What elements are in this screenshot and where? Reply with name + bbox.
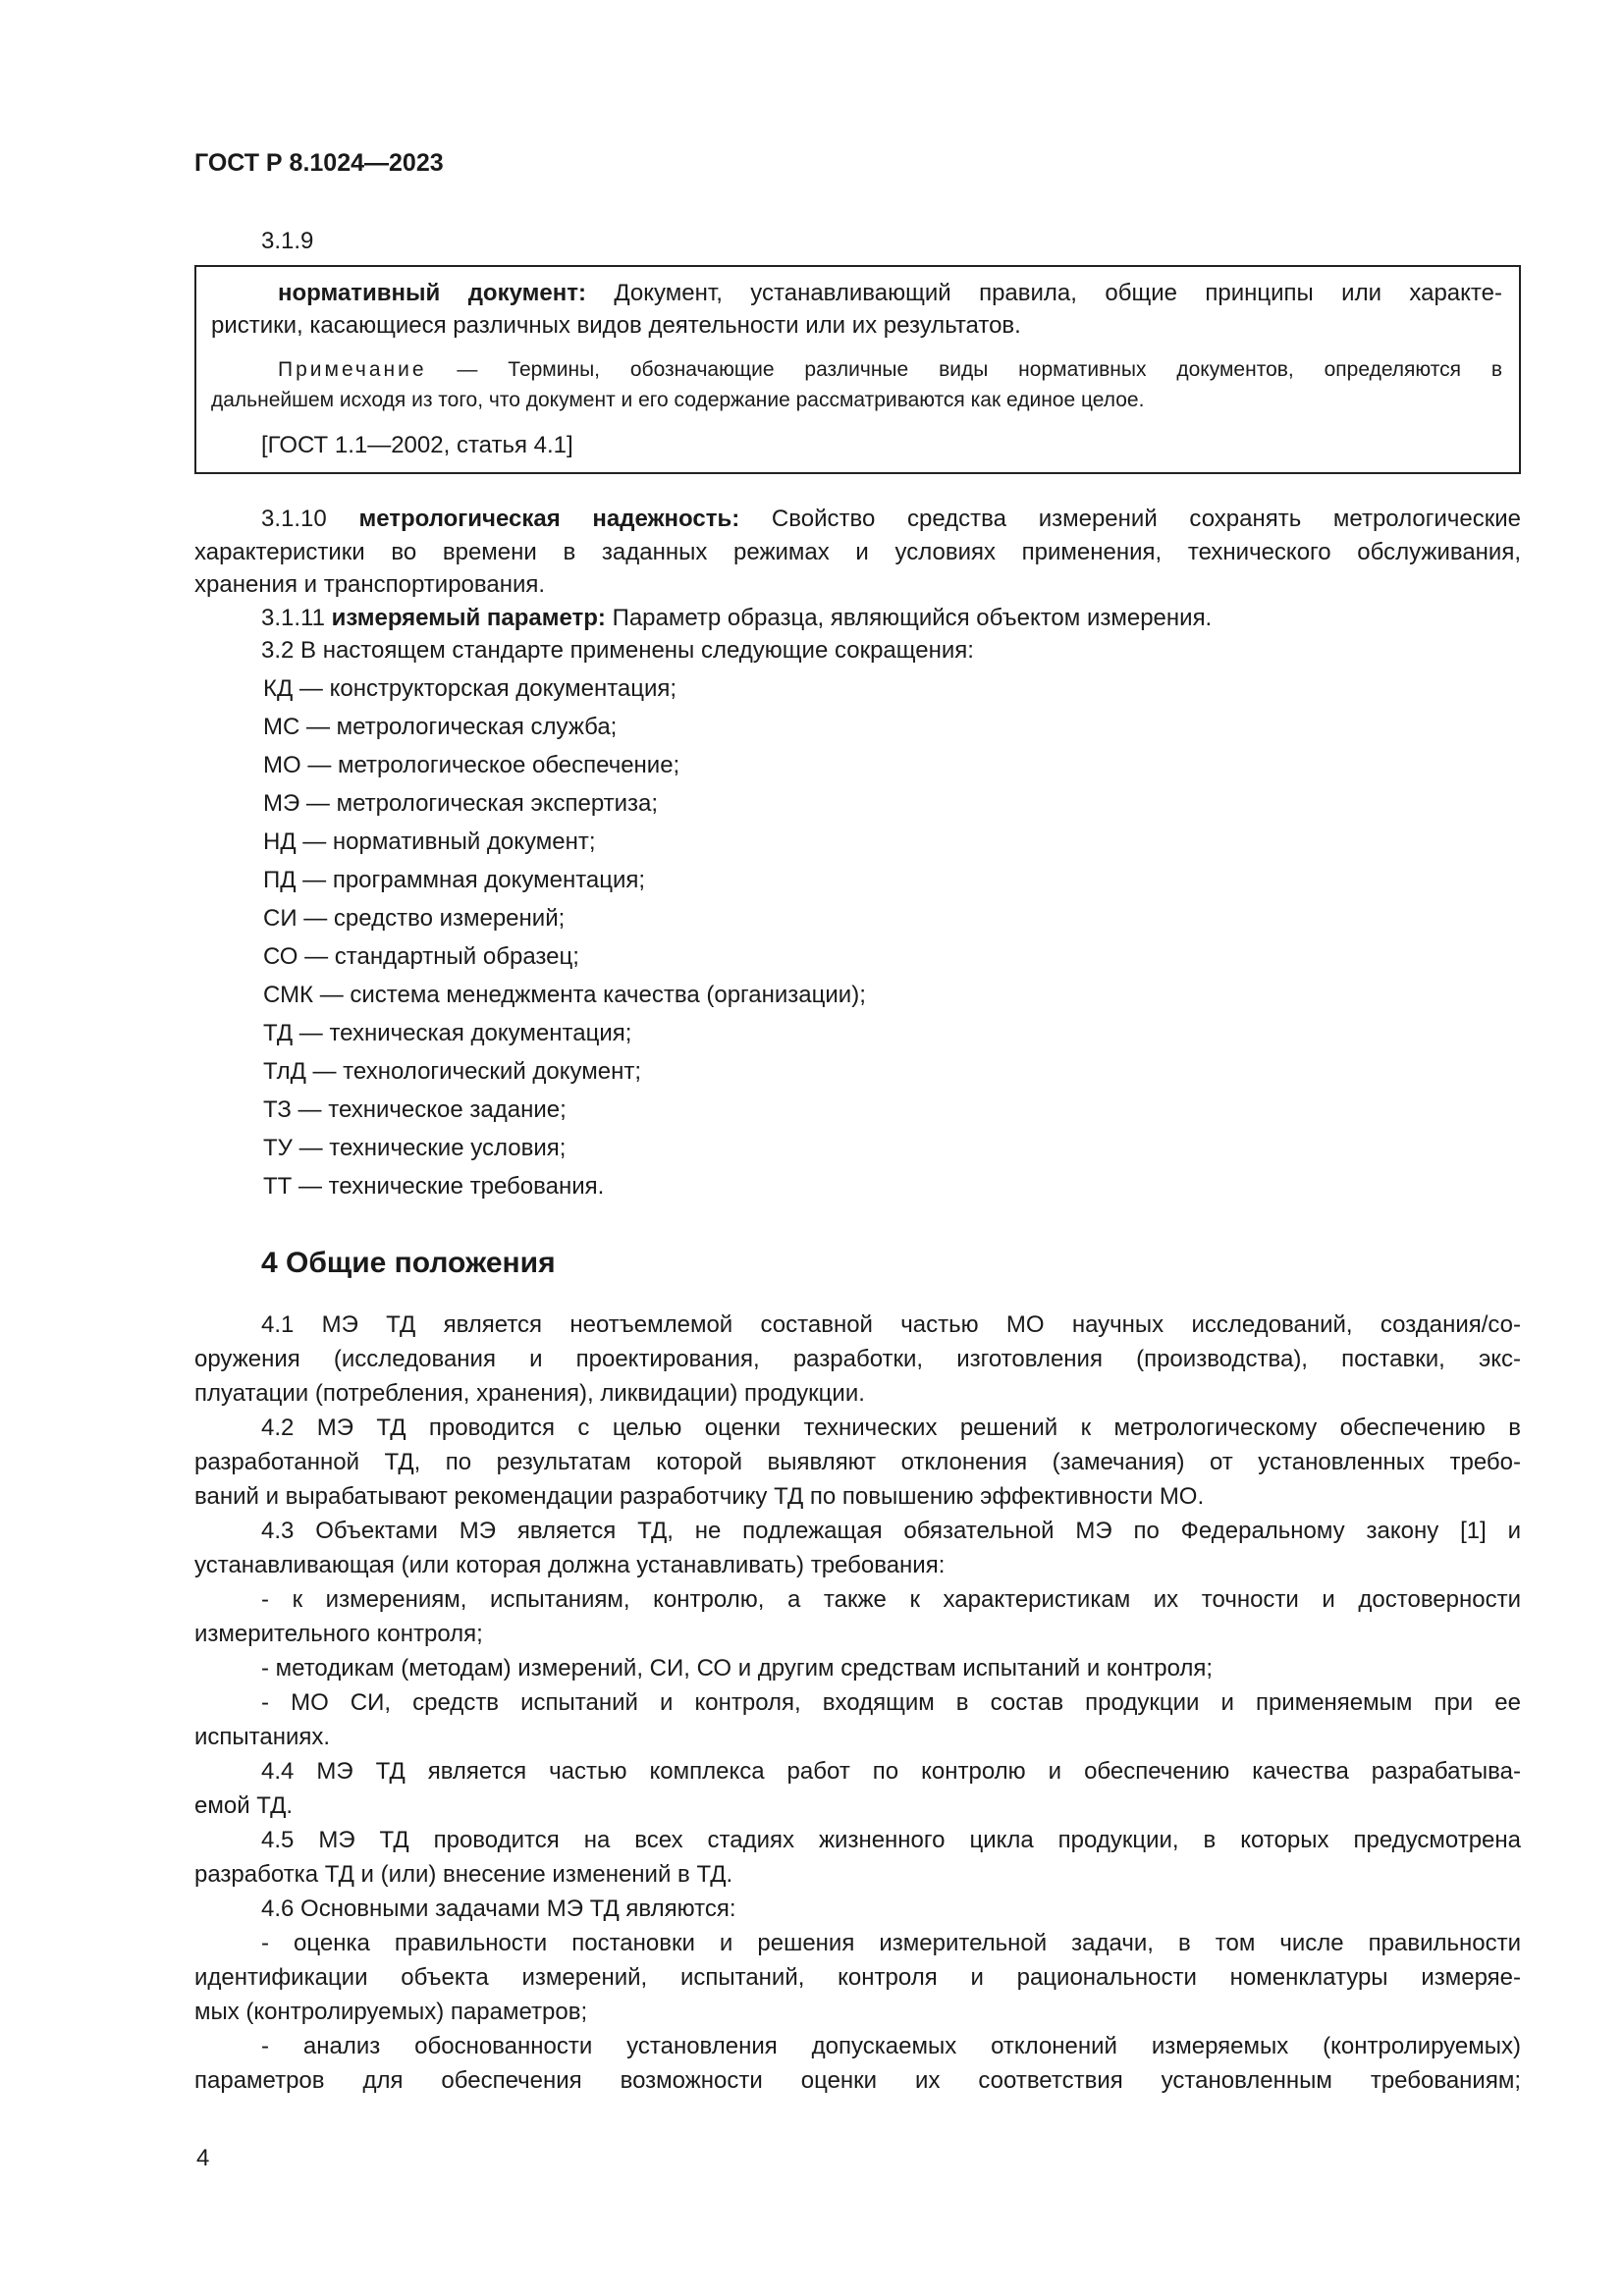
- text-line: [194, 1582, 1521, 1617]
- line-text: хранения и транспортирования.: [194, 571, 546, 598]
- line-text: - методикам (методам) измерений, СИ, СО и другим средствам испытаний и контроля;: [261, 1655, 1214, 1682]
- text-line: [194, 2029, 1521, 2063]
- text-line: [194, 1479, 1521, 1514]
- section-4-heading: 4 Общие положения: [261, 1247, 556, 1279]
- text-line: [194, 1617, 1521, 1651]
- line-text: - к измерениям, испытаниям, контролю, а также к характеристикам их точности и достоверности: [261, 1586, 1521, 1613]
- abbreviation-item: СМК — система менеджмента качества (организации);: [263, 982, 866, 1008]
- text-line: [194, 1376, 1521, 1411]
- line-text: 3.2 В настоящем стандарте применены следующие сокращения:: [261, 637, 974, 664]
- line-text: 4.6 Основными задачами МЭ ТД являются:: [261, 1896, 736, 1922]
- line-text: характеристики во времени в заданных режимах и условиях применения, технического обслуживания,: [194, 538, 1521, 565]
- abbreviation-item: НД — нормативный документ;: [263, 828, 596, 855]
- text-line: [194, 1960, 1521, 1995]
- abbreviation-item: СО — стандартный образец;: [263, 943, 579, 970]
- text-line: [194, 1685, 1521, 1720]
- text-line: [194, 1857, 1521, 1892]
- line-text: Свойство средства измерений сохранять метрологические: [739, 506, 1522, 532]
- note-label: Примечание: [278, 358, 427, 381]
- abbreviation-item: ПД — программная документация;: [263, 867, 646, 893]
- abbreviation-item: ТТ — технические требования.: [263, 1173, 605, 1200]
- term-name: измеряемый параметр:: [331, 604, 606, 631]
- line-text: плуатации (потребления, хранения), ликвидации) продукции.: [194, 1380, 865, 1407]
- line-text: 4.4 МЭ ТД является частью комплекса работ по контролю и обеспечению качества разрабатыва-: [261, 1758, 1521, 1785]
- line-text: измерительного контроля;: [194, 1621, 483, 1647]
- line-text: - оценка правильности постановки и решения измерительной задачи, в том числе правильности: [261, 1930, 1521, 1956]
- term-definition: [211, 277, 1502, 342]
- document-header: ГОСТ Р 8.1024—2023: [194, 149, 444, 177]
- abbreviation-item: СИ — средство измерений;: [263, 905, 566, 932]
- line-text: устанавливающая (или которая должна устанавливать) требования:: [194, 1552, 946, 1578]
- line-text: дальнейшем исходя из того, что документ и его содержание рассматриваются как единое целое.: [211, 389, 1145, 411]
- text-line: [194, 1342, 1521, 1376]
- line-text: Параметр образца, являющийся объектом измерения.: [605, 604, 1213, 631]
- text-line: [194, 1720, 1521, 1754]
- line-text: — Термины, обозначающие различные виды нормативных документов, определяются в: [426, 358, 1502, 381]
- line-text: - МО СИ, средств испытаний и контроля, входящим в состав продукции и применяемым при ее: [261, 1689, 1521, 1716]
- line-text: разработка ТД и (или) внесение изменений в ТД.: [194, 1861, 733, 1888]
- abbreviation-item: ТУ — технические условия;: [263, 1135, 567, 1161]
- term-source: [ГОСТ 1.1—2002, статья 4.1]: [261, 432, 573, 458]
- text-line: [194, 1823, 1521, 1857]
- line-text: разработанной ТД, по результатам которой выявляют отклонения (замечания) от установленных требо-: [194, 1449, 1521, 1475]
- text-line: [194, 1995, 1521, 2029]
- text-line: [194, 1926, 1521, 1960]
- line-text: ристики, касающиеся различных видов деятельности или их результатов.: [211, 312, 1021, 339]
- text-line: [194, 1789, 1521, 1823]
- text-line: [194, 536, 1521, 569]
- text-line: [211, 385, 1502, 415]
- text-line: [211, 309, 1502, 342]
- line-text: - анализ обоснованности установления допускаемых отклонений измеряемых (контролируемых): [261, 2033, 1521, 2059]
- term-name: нормативный документ:: [278, 280, 586, 306]
- line-text: ваний и вырабатывают рекомендации разработчику ТД по повышению эффективности МО.: [194, 1483, 1205, 1510]
- text-line: [194, 503, 1521, 536]
- abbreviation-item: КД — конструкторская документация;: [263, 675, 677, 702]
- text-line: [194, 568, 1521, 602]
- page-number: 4: [196, 2145, 210, 2171]
- clause-number: 3.1.10: [261, 506, 359, 532]
- text-line: [194, 1892, 1521, 1926]
- text-line: [194, 1754, 1521, 1789]
- line-text: 4.5 МЭ ТД проводится на всех стадиях жизненного цикла продукции, в которых предусмотрена: [261, 1827, 1521, 1853]
- line-text: 4.1 МЭ ТД является неотъемлемой составной частью МО научных исследований, создания/со-: [261, 1311, 1521, 1338]
- text-line: [194, 2063, 1521, 2098]
- text-line: [194, 602, 1521, 635]
- line-text: 4.2 МЭ ТД проводится с целью оценки технических решений к метрологическому обеспечению в: [261, 1415, 1521, 1441]
- abbreviation-item: ТД — техническая документация;: [263, 1020, 632, 1046]
- section-3-1-text: [194, 503, 1521, 667]
- abbreviation-item: ТлД — технологический документ;: [263, 1058, 642, 1085]
- term-number: 3.1.9: [261, 228, 314, 254]
- line-text: емой ТД.: [194, 1792, 294, 1819]
- text-line: [194, 1308, 1521, 1342]
- line-text: мых (контролируемых) параметров;: [194, 1999, 588, 2025]
- line-text: Документ, устанавливающий правила, общие принципы или характе-: [585, 280, 1502, 306]
- section-4-text: [194, 1308, 1521, 2098]
- text-line: [194, 1514, 1521, 1548]
- text-line: [194, 1411, 1521, 1445]
- abbreviation-item: ТЗ — техническое задание;: [263, 1096, 567, 1123]
- text-line: [194, 1651, 1521, 1685]
- text-line: [194, 634, 1521, 667]
- line-text: идентификации объекта измерений, испытаний, контроля и рациональности номенклатуры измеряе-: [194, 1964, 1521, 1991]
- abbreviation-item: МО — метрологическое обеспечение;: [263, 752, 680, 778]
- abbreviation-item: МС — метрологическая служба;: [263, 714, 618, 740]
- text-line: [211, 354, 1502, 385]
- abbreviations-list: [263, 669, 866, 1205]
- text-line: [194, 1548, 1521, 1582]
- text-line: [211, 277, 1502, 309]
- clause-number: 3.1.11: [261, 604, 332, 631]
- text-line: [194, 1445, 1521, 1479]
- abbreviation-item: МЭ — метрологическая экспертиза;: [263, 790, 659, 817]
- line-text: оружения (исследования и проектирования, разработки, изготовления (производства), поставки, экс-: [194, 1346, 1521, 1372]
- line-text: испытаниях.: [194, 1724, 331, 1750]
- term-note: [211, 354, 1502, 415]
- line-text: параметров для обеспечения возможности оценки их соответствия установленным требованиям;: [194, 2067, 1521, 2094]
- term-name: метрологическая надежность:: [358, 506, 740, 532]
- line-text: 4.3 Объектами МЭ является ТД, не подлежащая обязательной МЭ по Федеральному закону [1] и: [261, 1518, 1521, 1544]
